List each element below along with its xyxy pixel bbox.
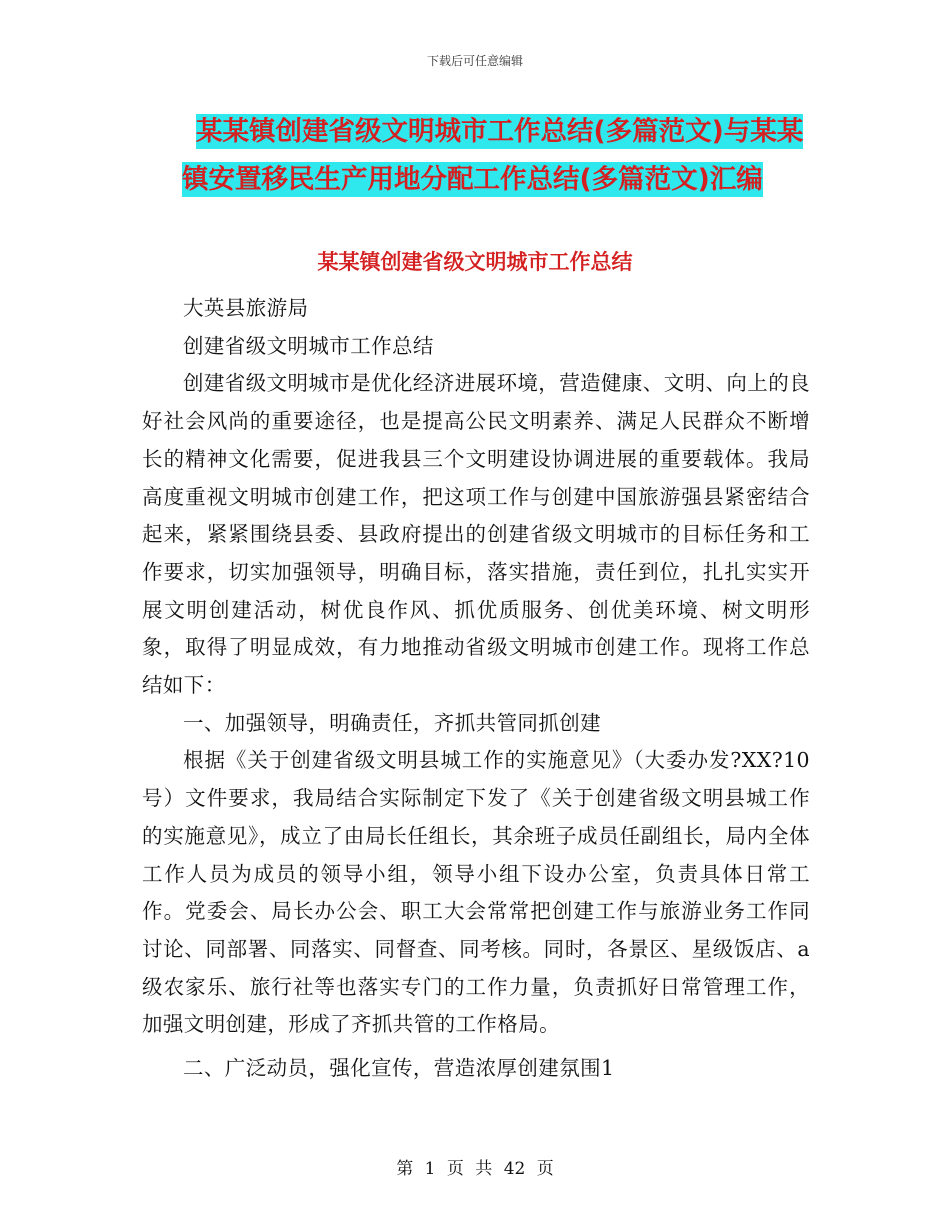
document-body [142,290,810,1088]
section-title: 某某镇创建省级文明城市工作总结 [317,250,633,274]
title-line-2: 镇安置移民生产用地分配工作总结(多篇范文)汇编 [182,164,763,195]
paragraph-intro: 创建省级文明城市是优化经济进展环境，营造健康、文明、向上的良好社会风尚的重要途径，也是提高公民文明素养、满足人民群众不断增长的精神文化需要，促进我县三个文明建设协调进展的重要载体。我局高度重视文明城市创建工作，把这项工作与创建中国旅游强县紧密结合起来，紧紧围绕县委、县政府提出的创建省级文明城市的目标任务和工作要求，切实加强领导，明确目标，落实措施，责任到位，扎扎实实开展文明创建活动，树优良作风、抓优质服务、创优美环境、树文明形象，取得了明显成效，有力地推动省级文明城市创建工作。现将工作总结如下： [142,371,810,698]
page-number: 第 1 页 共 42 页 [396,1159,554,1179]
title-line-1: 某某镇创建省级文明城市工作总结(多篇范文)与某某 [196,116,804,147]
document-title [182,108,822,204]
paragraph-section-1: 根据《关于创建省级文明县城工作的实施意见》（大委办发?XX?10号）文件要求，我局结合实际制定下发了《关于创建省级文明县城工作的实施意见》，成立了由局长任组长，其余班子成员任副组长，局内全体工作人员为成员的领导小组，领导小组下设办公室，负责具体日常工作。党委会、局长办公会、职工大会常常把创建工作与旅游业务工作同讨论、同部署、同落实、同督查、同考核。同时，各景区、星级饭店、a级农家乐、旅行社等也落实专门的工作力量，负责抓好日常管理工作，加强文明创建，形成了齐抓共管的工作格局。 [142,748,810,1037]
paragraph-heading-1: 一、加强领导，明确责任，齐抓共管同抓创建 [183,710,601,735]
paragraph-author: 大英县旅游局 [183,296,309,320]
paragraph-doc-title: 创建省级文明城市工作总结 [183,333,434,358]
header-note: 下载后可任意编辑 [426,54,523,68]
paragraph-heading-2: 二、广泛动员，强化宣传，营造浓厚创建氛围1 [183,1056,615,1081]
